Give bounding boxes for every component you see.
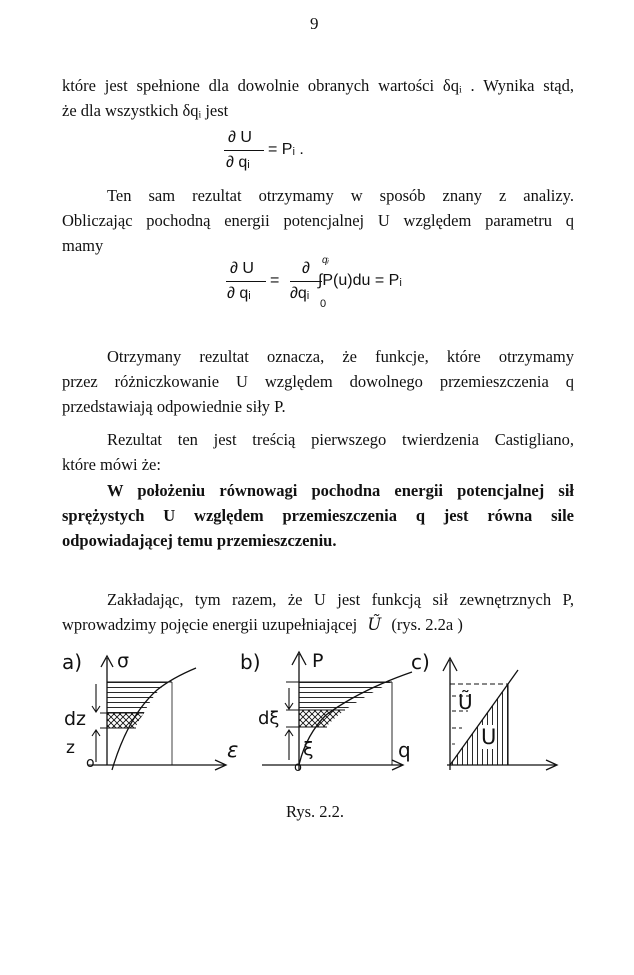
panel-c-u-tilde-label: Ũ	[458, 690, 473, 714]
panel-b-p-label: P	[312, 650, 324, 672]
panel-b-q-label: q	[398, 738, 411, 762]
panel-b-dxi-arrow-down	[285, 688, 293, 709]
panel-a-crosshatch	[107, 713, 144, 728]
theorem-line-1: W położeniu równowagi pochodna energii potencjalnej sił	[107, 481, 574, 500]
eq2-equals: =	[270, 272, 280, 289]
eq1-numerator: ∂ U	[228, 129, 252, 146]
eq2-integral-expression: ∫P(u)du = Pᵢ	[318, 272, 402, 289]
eq2-integral-lower-limit: 0	[320, 298, 327, 310]
paragraph-4-line-2: które mówi że:	[62, 455, 161, 474]
paragraph-3-line-1: Otrzymany rezultat oznacza, że funkcje, które otrzymamy	[107, 347, 574, 366]
panel-a-z-label: z	[66, 738, 75, 758]
panel-a	[88, 656, 226, 770]
panel-a-origin-label: o	[86, 755, 95, 771]
paragraph-1-line-1: które jest spełnione dla dowolnie obranych wartości δqᵢ . Wynika stąd,	[62, 76, 574, 95]
panel-c-u-label: U	[481, 725, 497, 749]
paragraph-3-line-3: przedstawiają odpowiednie siły P.	[62, 397, 286, 416]
panel-b-upper-hatch	[299, 682, 392, 710]
paragraph-5-line-1: Zakładając, tym razem, że U jest funkcją sił zewnętrznych P,	[107, 590, 574, 609]
paragraph-1-line-2: że dla wszystkich δqᵢ jest	[62, 101, 229, 120]
eq2-numerator-2: ∂	[302, 260, 310, 277]
panel-b-origin-label: o	[294, 760, 302, 775]
paragraph-2-line-1: Ten sam rezultat otrzymamy w sposób znany z analizy.	[107, 186, 574, 205]
eq2-numerator-1: ∂ U	[230, 260, 254, 277]
paragraph-5-line-2-text: wprowadzimy pojęcie energii uzupełniającej	[62, 615, 358, 634]
eq1-rhs: = Pᵢ .	[268, 141, 304, 158]
panel-b-dxi-arrow-up	[285, 730, 293, 760]
panel-a-epsilon-label: ε	[227, 738, 239, 762]
paragraph-3-line-2: przez różniczkowanie U względem dowolnego przemieszczenia q	[62, 372, 574, 391]
eq1-denominator: ∂ qᵢ	[226, 154, 250, 171]
paragraph-2-line-3: mamy	[62, 236, 104, 255]
paragraph-4-line-1: Rezultat ten jest treścią pierwszego twierdzenia Castigliano,	[107, 430, 574, 449]
panel-a-sigma-label: σ	[117, 650, 130, 672]
theorem-line-2: sprężystych U względem przemieszczenia q jest równa sile	[62, 506, 574, 525]
panel-a-dz-arrow-down	[92, 684, 100, 712]
panel-b	[262, 652, 412, 770]
eq2-denominator-2: ∂qᵢ	[290, 285, 310, 302]
panel-a-dz-label: dz	[64, 708, 87, 730]
panel-c	[443, 658, 557, 770]
figure-caption: Rys. 2.2.	[286, 802, 345, 821]
u-tilde-symbol: Ũ	[367, 615, 382, 634]
paragraph-5-line-2-tail: (rys. 2.2a )	[391, 615, 463, 634]
panel-a-upper-hatch	[107, 682, 167, 713]
eq2-integral-upper-limit: qᵢ	[322, 255, 329, 266]
eq2-denominator-1: ∂ qᵢ	[227, 285, 251, 302]
page-number: 9	[310, 14, 319, 33]
panel-b-xi-label: ξ	[303, 738, 314, 760]
paragraph-2-line-2: Obliczając pochodną energii potencjalnej U względem parametru q	[62, 211, 574, 230]
panel-c-label: c)	[411, 650, 430, 674]
panel-b-dxi-label: dξ	[258, 708, 280, 729]
theorem-line-3: odpowiadającej temu przemieszczeniu.	[62, 531, 337, 550]
panel-a-label: a)	[62, 650, 83, 674]
panel-b-label: b)	[240, 650, 261, 674]
